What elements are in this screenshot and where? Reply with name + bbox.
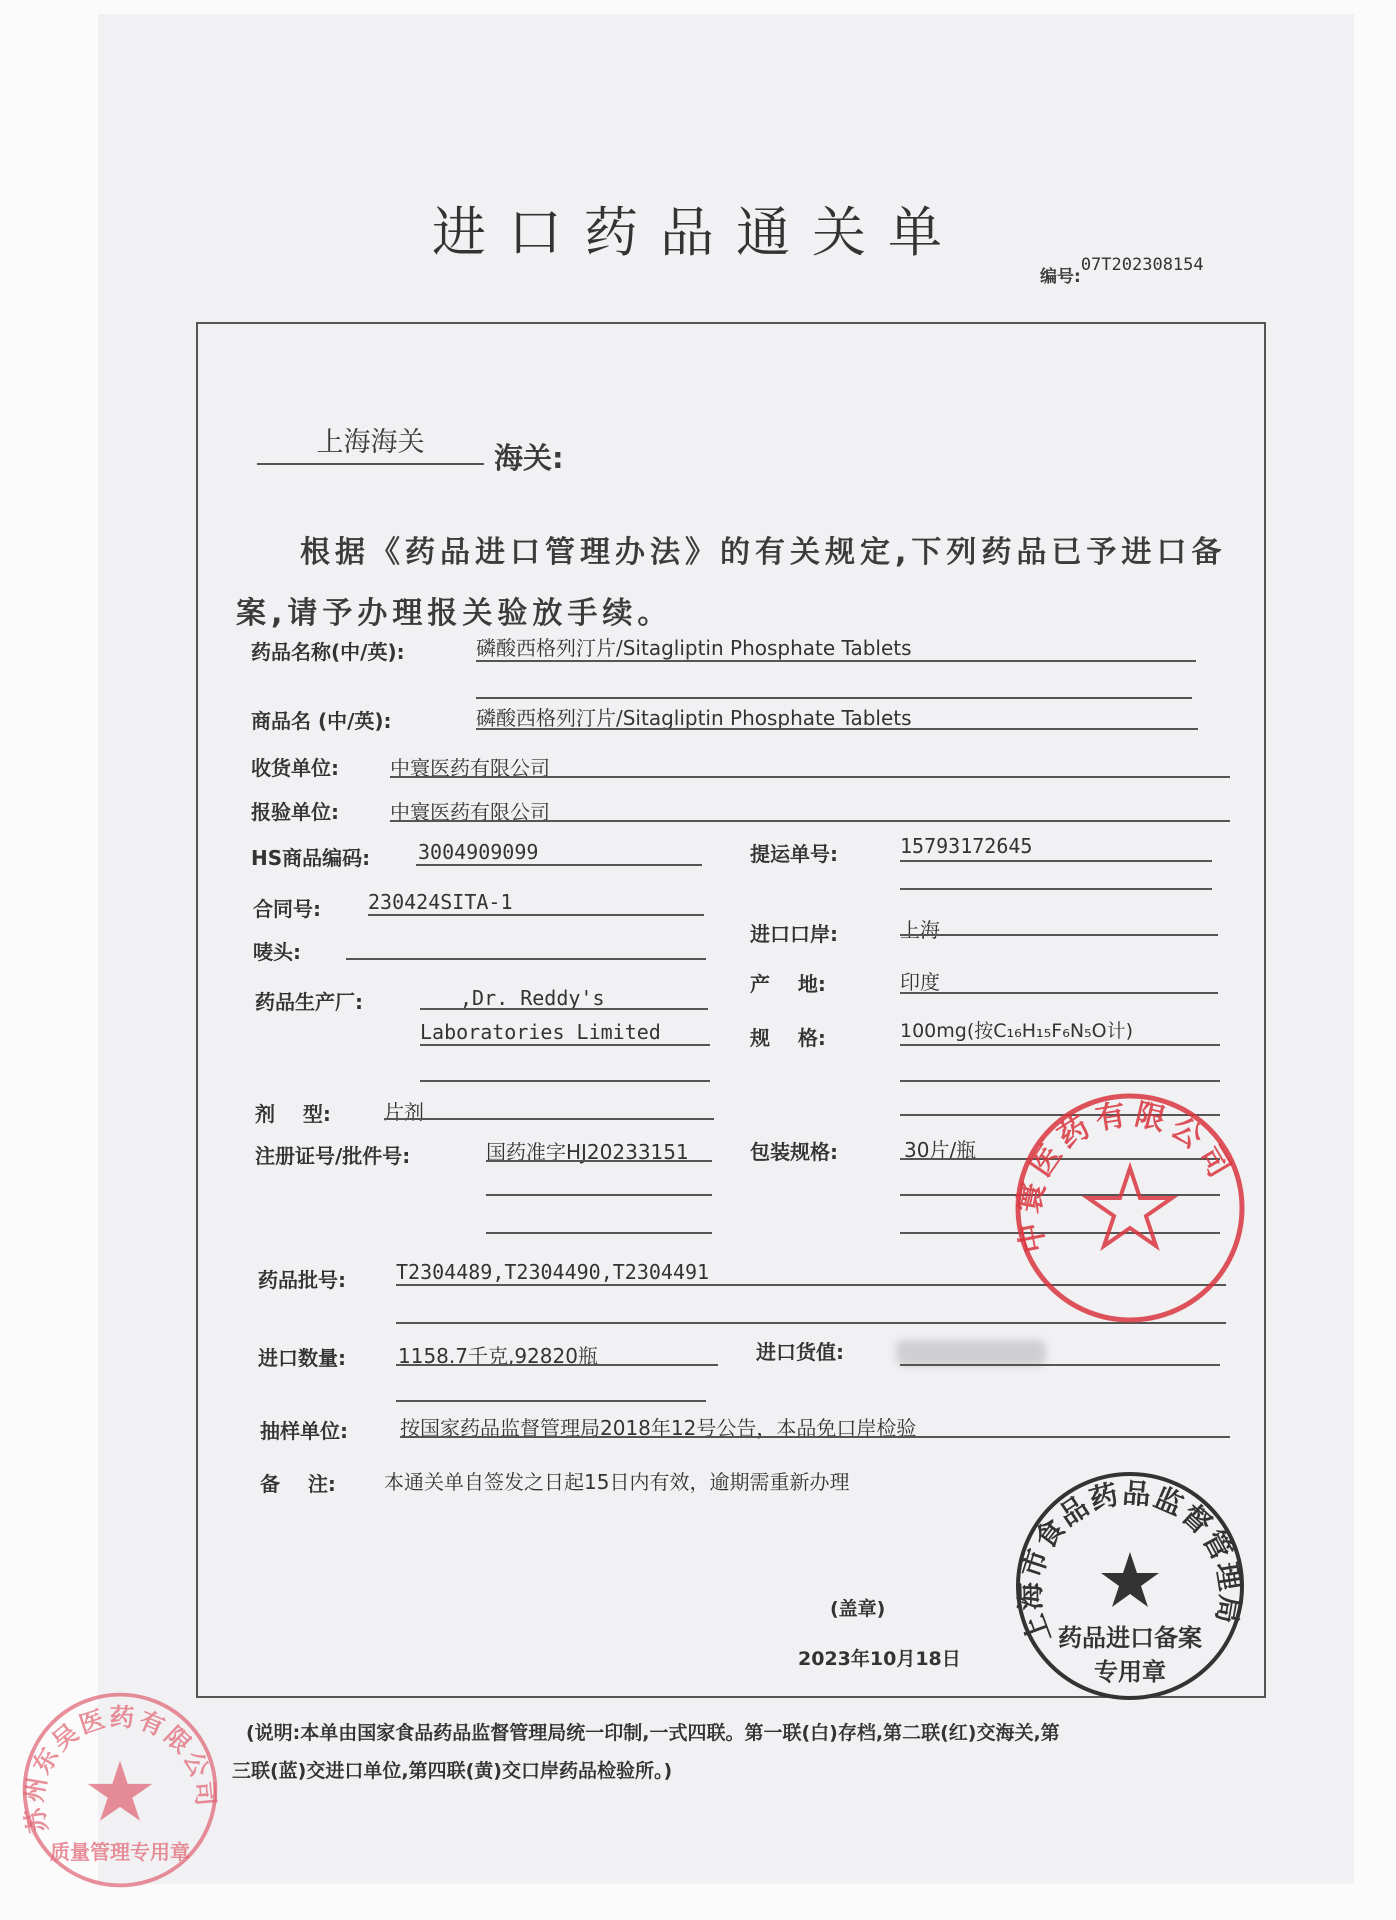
port-value: 上海 [900,918,940,942]
manufacturer-value-line-1: ,Dr. Reddy's [460,986,605,1010]
bill-of-lading-label: 提运单号: [750,842,838,866]
inspection-applicant-value: 中寰医药有限公司 [390,800,550,824]
seal-label: (盖章) [830,1598,886,1620]
customs-suffix: 海关: [494,441,564,475]
bill-of-lading-underline-2 [900,888,1212,890]
registration-no-underline-3 [486,1232,712,1234]
trade-name-value: 磷酸西格列汀片/Sitagliptin Phosphate Tablets [476,706,912,730]
contract-no-label: 合同号: [253,897,321,921]
marks-underline [346,958,706,960]
batch-no-value: T2304489,T2304490,T2304491 [396,1260,710,1284]
serial-number [1040,255,1204,287]
issue-date: 2023年10月18日 [798,1648,961,1670]
inspection-applicant-label: 报验单位: [251,800,339,824]
dosage-form-label: 剂 型: [255,1102,331,1126]
company-seal-stamp [1012,1090,1248,1326]
contract-no-underline [368,914,704,916]
remarks-label: 备 注: [260,1472,336,1496]
origin-label: 产 地: [750,972,826,996]
star-icon [1088,1168,1172,1246]
trade-name-label: 商品名 (中/英): [251,709,392,733]
remarks-value: 本通关单自签发之日起15日内有效，逾期需重新办理 [384,1470,850,1494]
serial-label: 编号: [1040,267,1081,287]
inspection-applicant-underline [390,820,1230,822]
origin-value: 印度 [900,970,940,994]
left-seal-stamp [20,1690,220,1890]
hs-code-value: 3004909099 [418,840,539,864]
company-seal-ring-text: 中寰医药有限公司 [1011,1096,1240,1256]
packaging-value: 30片/瓶 [904,1138,977,1162]
intro-line-1: 根据《药品进口管理办法》的有关规定,下列药品已予进口备 [300,535,1227,570]
drug-name-value: 磷酸西格列汀片/Sitagliptin Phosphate Tablets [476,636,912,660]
customs-name: 上海海关 [257,420,484,465]
fda-seal-stamp [1012,1468,1248,1704]
intro-line-2: 案,请予办理报关验放手续。 [236,596,673,631]
manufacturer-label: 药品生产厂: [255,990,363,1014]
document-title: 进口药品通关单 [432,201,964,264]
trade-name-underline [476,728,1198,730]
specification-value: 100mg(按C₁₆H₁₅F₆N₅O计) [900,1020,1134,1042]
drug-name-label: 药品名称(中/英): [251,640,405,664]
star-icon [88,1761,153,1821]
registration-no-value: 国药准字HJ20233151 [486,1140,689,1164]
bill-of-lading-value: 15793172645 [900,834,1033,858]
hs-code-underline [416,864,702,866]
batch-no-label: 药品批号: [258,1268,346,1292]
consignee-label: 收货单位: [251,756,339,780]
sampling-value: 按国家药品监督管理局2018年12号公告，本品免口岸检验 [400,1416,917,1440]
hs-code-label: HS商品编码: [251,846,371,870]
bill-of-lading-underline [900,860,1212,862]
fda-seal-inner-2: 专用章 [1094,1658,1166,1686]
import-value-label: 进口货值: [756,1340,844,1364]
specification-underline-2 [900,1080,1220,1082]
footnote-line-1: (说明:本单由国家食品药品监督管理局统一印制,一式四联。第一联(白)存档,第二联(红)交海关,第 [246,1722,1060,1744]
quantity-value: 1158.7千克,92820瓶 [398,1344,598,1368]
manufacturer-value-line-2: Laboratories Limited [420,1020,661,1044]
marks-label: 唛头: [253,940,301,964]
consignee-value: 中寰医药有限公司 [390,756,550,780]
specification-label: 规 格: [750,1026,826,1050]
packaging-label: 包装规格: [750,1140,838,1164]
manufacturer-underline [420,1008,708,1010]
origin-underline [900,992,1218,994]
registration-no-underline-2 [486,1194,712,1196]
registration-no-label: 注册证号/批件号: [255,1144,411,1168]
quantity-underline [396,1364,718,1366]
drug-name-underline-2 [476,697,1192,699]
import-value-underline [900,1364,1220,1366]
fda-seal-inner-1: 药品进口备案 [1058,1624,1202,1652]
quantity-label: 进口数量: [258,1346,346,1370]
quantity-underline-2 [396,1400,706,1402]
fda-seal-ring-text: 上海市食品药品监督管理局 [1013,1476,1247,1648]
drug-name-underline [476,660,1196,662]
port-underline [900,934,1218,936]
import-value-redacted [896,1340,1046,1366]
dosage-form-value: 片剂 [384,1100,424,1124]
serial-value: 07T202308154 [1080,255,1204,275]
sampling-underline [400,1436,1230,1438]
star-icon [1101,1552,1159,1607]
sampling-label: 抽样单位: [260,1419,348,1443]
registration-no-underline [486,1160,712,1162]
port-label: 进口口岸: [750,922,838,946]
manufacturer-underline-2 [420,1044,710,1046]
left-seal-ring-text: 苏州东吴医药有限公司 [19,1702,221,1836]
specification-underline [900,1044,1220,1046]
manufacturer-underline-3 [420,1080,710,1082]
left-seal-inner: 质量管理专用章 [50,1840,190,1865]
contract-no-value: 230424SITA-1 [368,890,513,914]
footnote-line-2: 三联(蓝)交进口单位,第四联(黄)交口岸药品检验所。) [232,1760,673,1782]
dosage-form-underline [384,1118,714,1120]
consignee-underline [390,776,1230,778]
